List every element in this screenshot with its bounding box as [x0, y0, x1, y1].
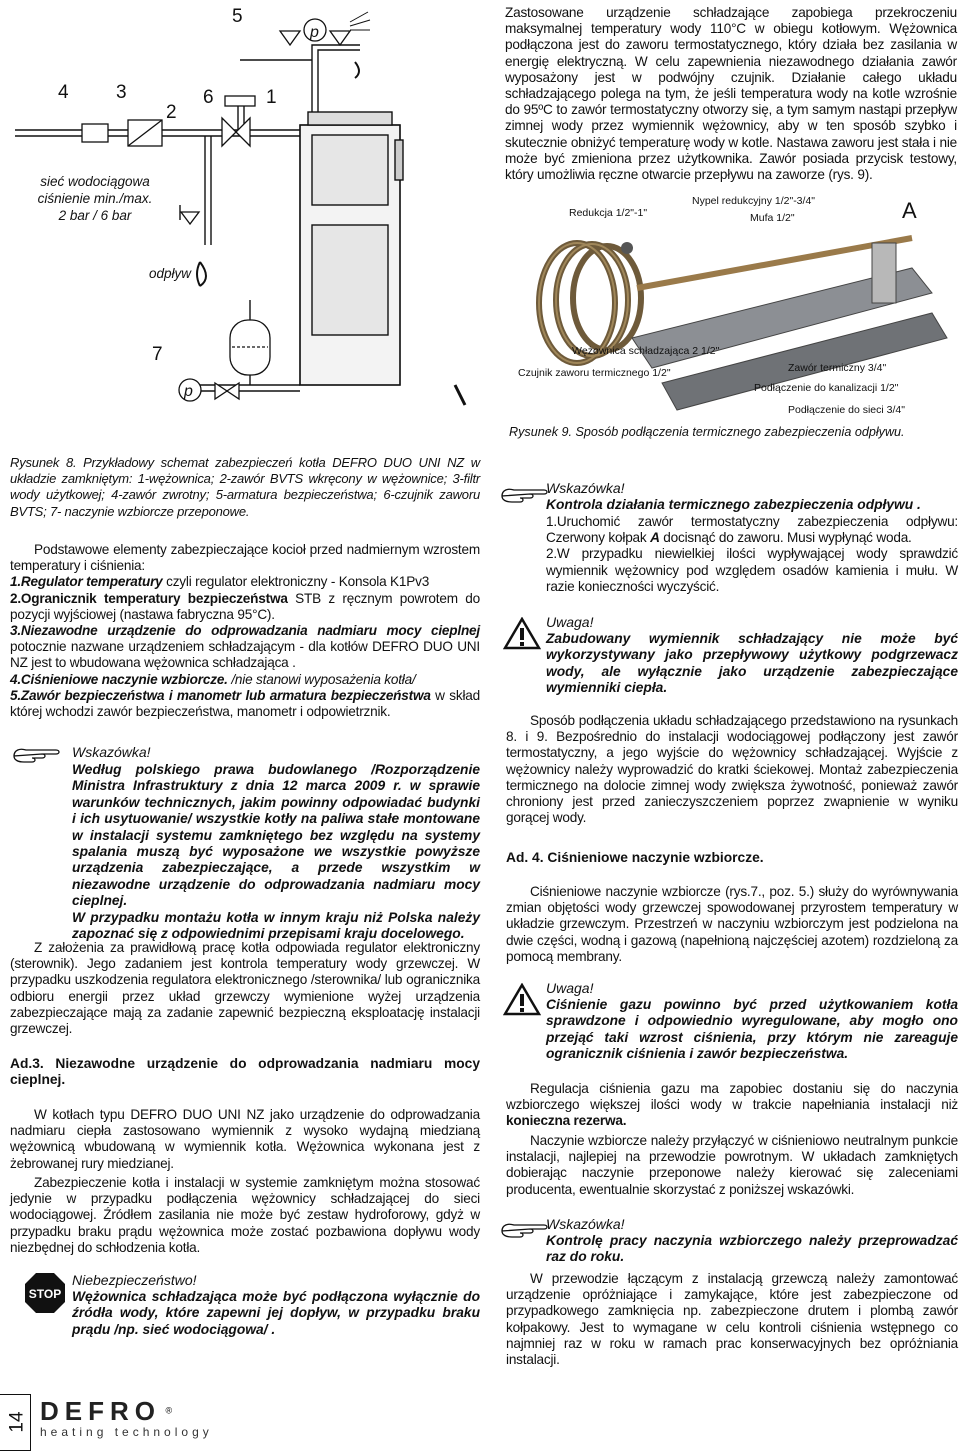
label-3: 3: [116, 82, 127, 103]
fig9-label-nipple: Nypel redukcyjny 1/2"-3/4": [692, 195, 816, 207]
hint2-list: [546, 514, 958, 595]
warn2-title: Uwaga!: [546, 980, 594, 996]
hint3-body: Kontrolę pracy naczynia wzbiorczego należy przeprowadzać raz do roku.: [546, 1233, 958, 1265]
fig9-label-network: Podłączenie do sieci 3/4": [788, 404, 905, 416]
hint2-title: Wskazówka!: [546, 480, 625, 496]
fig9-label-coil: Wężownica schładzająca 2 1/2": [572, 345, 720, 357]
figure-9-caption: Rysunek 9. Sposób podłączenia termicznego zabezpieczenia odpływu.: [509, 425, 905, 439]
danger-body: Wężownica schładzająca może być podłączona wyłącznie do źródła wody, które zapewni jej dopływ, w przypadku braku prądu /np. sieć wodociągowa/ .: [72, 1289, 480, 1337]
warn1-title: Uwaga!: [546, 614, 594, 630]
fig9-label-sleeve: Mufa 1/2": [750, 212, 795, 224]
page-number-tab: [0, 1394, 31, 1451]
fig9-label-a: A: [902, 198, 917, 223]
ad3-heading: Ad.3. Niezawodne urządzenie do odprowadzania nadmiaru mocy cieplnej.: [10, 1056, 480, 1088]
logo-registered: ®: [165, 1405, 173, 1416]
vessel-paragraph: Naczynie wzbiorcze należy przyłączyć w ciśnieniowo neutralnym punkcie instalacji, najlepiej na przewodzie powrotnym. W układach zamkniętych dobierając naczynie przeponowe należy kierować się zaleceniami producenta, ewentualnie skorzystać z poniższej wskazówki.: [506, 1133, 958, 1197]
list-item-4: 4.Ciśnieniowe naczynie wzbiorcze. /nie stanowi wyposażenia kotła/: [10, 671, 416, 687]
fig9-label-valve: Zawór termiczny 3/4": [788, 362, 887, 374]
label-6: 6: [203, 87, 214, 108]
hint3-title: Wskazówka!: [546, 1216, 625, 1232]
ad3-paragraph-2: Zabezpieczenie kotła i instalacji w systemie zamkniętym można stosować jedynie w przypadku podłączenia wężownicy schładzającej do sieci wodociągowej. Źródłem zasilania nie może być zestaw hydroforowy, gdyż w przypadku braku prądu wężownica może zostać pozbawiona dopływu wody niezbędnej do schłodzenia kotła.: [10, 1175, 480, 1255]
hint2-heading: Kontrola działania termicznego zabezpieczenia odpływu .: [546, 497, 921, 512]
pointing-hand-icon: [12, 742, 64, 766]
warn2-body: Ciśnienie gazu powinno być przed użytkowaniem kotła sprawdzone i odpowiednio wyregulowane, aby mogło ono przejąć taki wzrost ciśnienia, przy którym nie zareaguje ogranicznik ciśnienia i zawór bezpieczeństwa.: [546, 997, 958, 1062]
basic-elements-block: [10, 542, 480, 720]
intro-paragraph: Zastosowane urządzenie schładzające zapobiega przekroczeniu maksymalnej temperatury wody 110°C w obiegu kotłowym. Wężownica podłączona jest do zaworu termostatycznego, który działa bez zasilania w energię elektryczną. W celu zapewnienia niezawodnego działania zawór wyposażony jest w podwójny czujnik. Działanie całego układu schładzającego polega na tym, że jeśli temperatura wody na kotle wzrośnie do 95ºC to zawór termostatyczny otworzy się, a tym samym nastąpi przepływ zimnej wody przez wymiennik wężownicy, aby w ten sposób szybko i skutecznie obniżyć temperaturę wody w kotle. Nastawa zaworu jest stała i nie może być zmieniona przez użytkownika. Zawór posiada przycisk testowy, który umożliwia ręczne otwarcie przepływu na zaworze (rys. 9).: [505, 5, 957, 183]
regulator-paragraph: Z założenia za prawidłową pracę kotła odpowiada regulator elektroniczny (sterownik). Jego zadaniem jest kontrola temperatury wody grzewczej. W przypadku uszkodzenia regulatora elektronicznego /sterownika/ lub ogranicznika odbioru energii przez układ grzewczy wymienione wyżej urządzenia zabezpieczające mają za zadanie zapewnić bezpieczną eksploatację instalacji grzewczej.: [10, 940, 480, 1037]
pointing-hand-icon: [500, 1217, 552, 1241]
warning-triangle-icon: [503, 983, 541, 1016]
stop-sign-icon: [24, 1272, 66, 1314]
fig9-label-reduction: Redukcja 1/2"-1": [569, 207, 648, 219]
figure-8-diagram: [0, 0, 505, 445]
defro-logo: [40, 1396, 172, 1427]
warn1-body: Zabudowany wymiennik schładzający nie może być wykorzystywany jako przepływowy użytkowy podgrzewacz wody, ale wyłącznie jako urządzenie zabezpieczające wymienniki ciepła.: [546, 631, 958, 696]
label-7: 7: [152, 344, 163, 365]
label-1: 1: [266, 87, 277, 108]
drain-label: odpływ: [148, 266, 192, 281]
warning-triangle-icon: [503, 617, 541, 650]
pointing-hand-icon: [500, 482, 552, 506]
hint1-title: Wskazówka!: [72, 744, 151, 760]
ad4-paragraph: Ciśnieniowe naczynie wzbiorcze (rys.7., poz. 5.) służy do wyrównywania zmian objętości wody grzewczej spowodowanej przyrostem temperatury w układzie grzewczym. Przestrzeń w naczyniu wzbiorczym jest podzielona na dwie części, wodną i gazową (napełnioną najczęściej azotem) rozdzieloną za pomocą membrany.: [506, 884, 958, 964]
label-p: p: [310, 24, 319, 41]
connection-paragraph: Sposób podłączenia układu schładzającego przedstawiono na rysunkach 8. i 9. Bezpośrednio do instalacji wodociągowej podłączony jest zawór termostatyczny, a jego wyjście do wężownicy schładzającej. Wyjście z wężownicy należy wyprowadzić do kratki ściekowej. Montaż zabezpieczenia termicznego na dolocie zimnej wody zwiększa żywotność, ponieważ zawór chroniony jest przed zanieczyszczeniem poprzez zwapnienie w wyniku gorącej wody.: [506, 713, 958, 826]
basic-intro: Podstawowe elementy zabezpieczające kocioł przed nadmiernym wzrostem temperatury i ciśnienia:: [10, 542, 480, 574]
label-5: 5: [232, 6, 243, 27]
network-label-2: ciśnienie min./max.: [37, 191, 153, 206]
hint2-item-2: 2.W przypadku niewielkiej ilości wypływającej wody sprawdzić wymiennik wężownicy pod względem osadów kamienia i mułu. W razie konieczności wyczyścić.: [546, 546, 958, 594]
hint2-item-1: 1.Uruchomić zawór termostatyczny zabezpieczenia odpływu: Czerwony kołpak A docisnąć do zaworu. Musi wypłynąć woda.: [546, 514, 958, 546]
network-label-1: sieć wodociągowa: [40, 174, 150, 189]
page-number: 14: [6, 1411, 28, 1433]
tagline: heating technology: [40, 1425, 213, 1439]
danger-title: Niebezpieczeństwo!: [72, 1272, 197, 1288]
label-p2: p: [184, 383, 193, 400]
fig9-label-sensor: Czujnik zaworu termicznego 1/2": [518, 367, 671, 379]
logo-text: DEFRO: [40, 1396, 161, 1426]
figure-9-photo: [492, 188, 960, 428]
list-item-1: 1.Regulator temperatury czyli regulator elektroniczny - Konsola K1Pv3: [10, 574, 430, 590]
hint1-body: Według polskiego prawa budowlanego /Rozporządzenie Ministra Infrastruktury z dnia 12 marca 2009 r. w sprawie warunków technicznych, jakim powinny odpowiadać budynki i ich usytuowanie/ wszystkie kotły na paliwa stałe montowane w instalacji systemu zamkniętego bez względu na systemy spalania muszą być wyposażone we wszystkie powyższe urządzenia zabezpieczające, a przede wszystkim w niezawodne urządzenie do odprowadzania nadmiaru mocy cieplnej. W przypadku montażu kotła w innym kraju niż Polska należy zapoznać się z odpowiednimi przepisami kraju docelowego.: [72, 762, 480, 942]
gas-paragraph: Regulacja ciśnienia gazu ma zapobiec dostaniu się do naczynia wzbiorczego większej ilości wody w trakcie napełniania instalacji niż konieczna rezerwa.: [506, 1081, 958, 1129]
list-item-3: 3.Niezawodne urządzenie do odprowadzania nadmiaru mocy cieplnej potocznie nazwane urządzeniem schładzającym - dla kotłów DEFRO DUO UNI NZ jest to wbudowana wężownica schładzająca .: [10, 623, 480, 671]
svg-text:STOP: STOP: [28, 1287, 62, 1301]
label-4: 4: [58, 82, 69, 103]
label-2: 2: [166, 102, 177, 123]
ad3-paragraph-1: W kotłach typu DEFRO DUO UNI NZ jako urządzenie do odprowadzania nadmiaru ciepła zastosowano wymiennik z wysoko wydajną miedzianą wężownicą wbudowaną w wymiennik kotła. Wężownica wykonana jest z żebrowanej rury miedzianej.: [10, 1107, 480, 1171]
ad4-heading: Ad. 4. Ciśnieniowe naczynie wzbiorcze.: [506, 850, 764, 865]
network-label-3: 2 bar / 6 bar: [58, 208, 132, 223]
list-item-5: 5.Zawór bezpieczeństwa i manometr lub armatura bezpieczeństwa w skład której wchodzi zawór bezpieczeństwa, manometr i odpowietrznik.: [10, 687, 481, 720]
list-item-2: 2.Ogranicznik temperatury bezpieczeństwa STB z ręcznym powrotem do pozycji wyjściowej (nastawa fabryczna 95°C).: [10, 590, 480, 622]
final-paragraph: W przewodzie łączącym z instalacją grzewczą należy zamontować urządzenie opróżniające i zamykające, które jest zabezpieczone od przypadkowego zamknięcia np. zabezpieczone drutem i plombą zawór kołpakowy. Jest to wymagane w celu kontroli ciśnienia wstępnego co najmniej raz w roku w ramach prac konserwacyjnych bez opróżniania instalacji.: [506, 1271, 958, 1368]
figure-8-caption: Rysunek 8. Przykładowy schemat zabezpieczeń kotła DEFRO DUO UNI NZ w układzie zamkniętym: 1-wężownica; 2-zawór BVTS wkręcony w wężownice; 3-filtr wody użytkowej; 4-zawór zwrotny; 5-armatura bezpieczeństwa; 6-czujnik zaworu BVTS; 7- naczynie wzbiorcze przeponowe.: [10, 455, 480, 519]
fig9-label-drain: Podłączenie do kanalizacji 1/2": [754, 382, 899, 394]
